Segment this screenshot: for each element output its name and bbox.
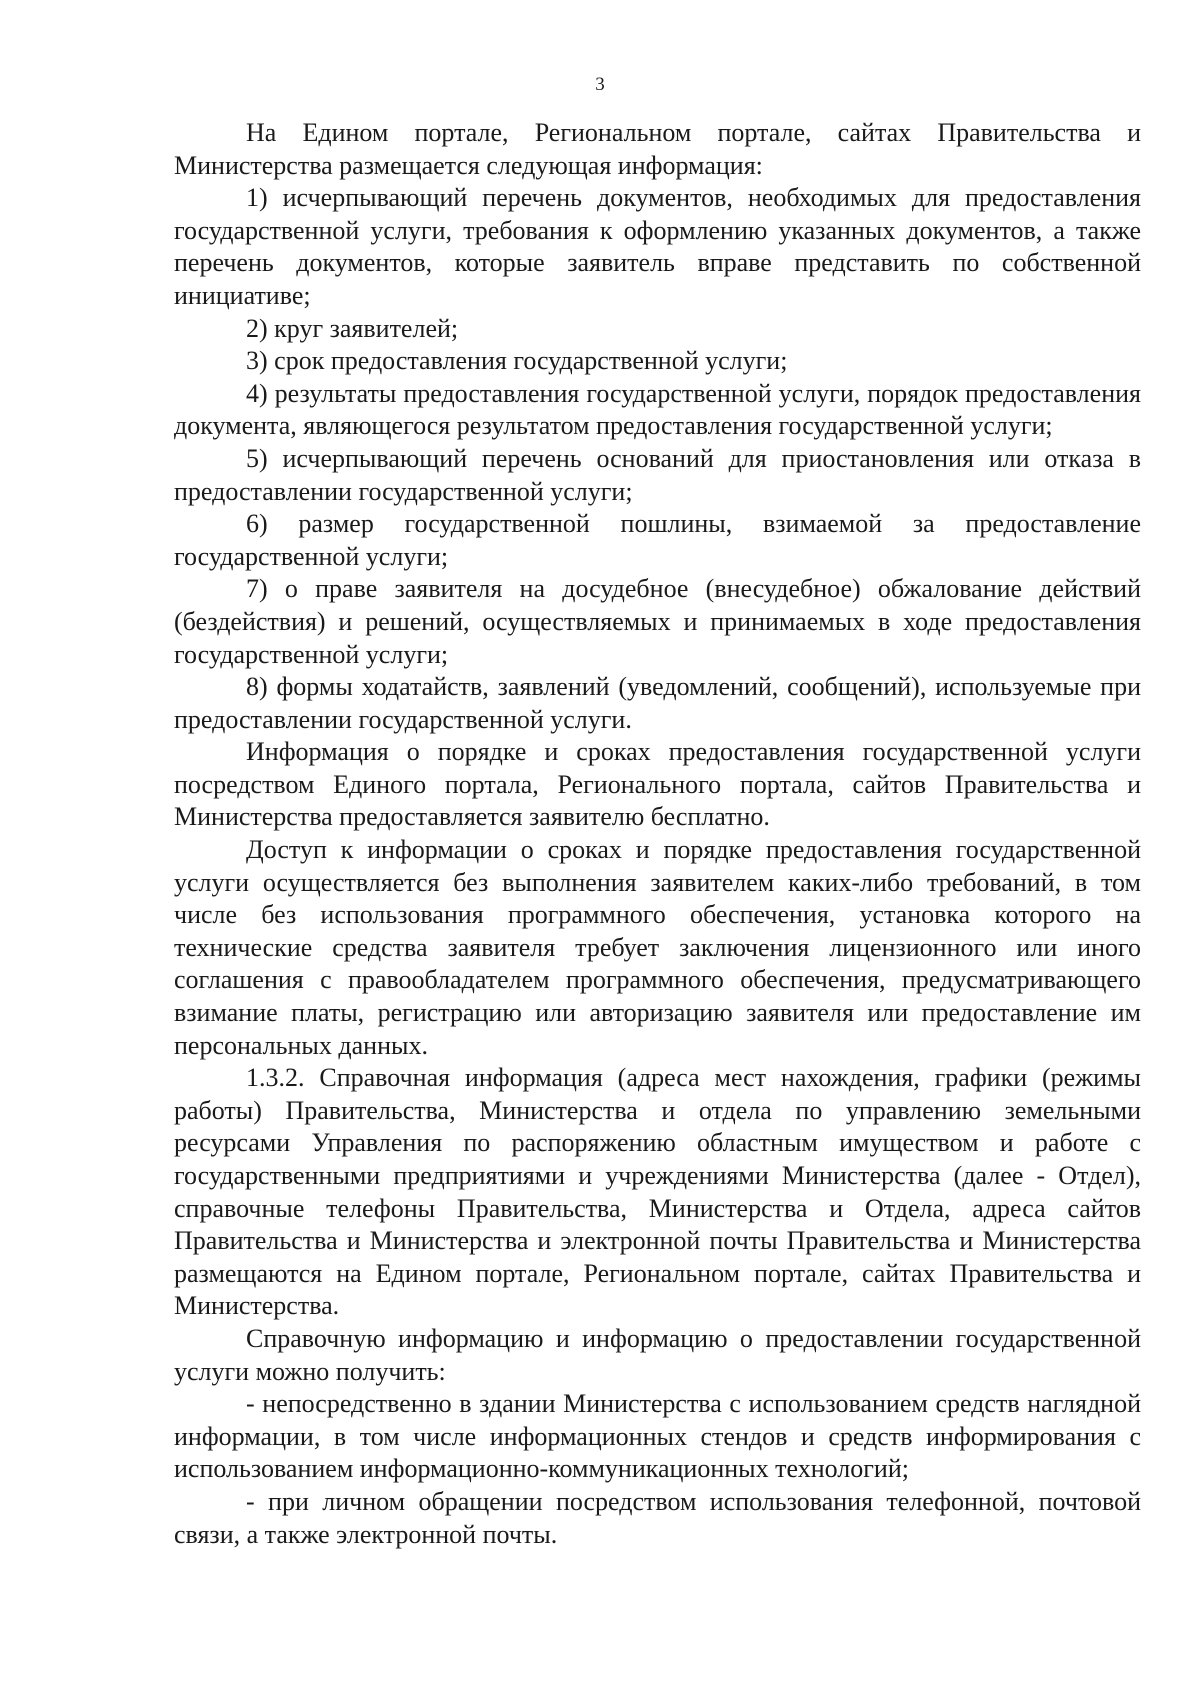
list-item-8: 8) формы ходатайств, заявлений (уведомлений, сообщений), используемые при предоставлении государственной услуги.: [174, 672, 1141, 734]
paragraph-intro: На Едином портале, Региональном портале, сайтах Правительства и Министерства размещается следующая информация:: [174, 118, 1141, 180]
document-body: [174, 117, 1141, 1551]
list-item-4: 4) результаты предоставления государственной услуги, порядок предоставления документа, являющегося результатом предоставления государственной услуги;: [174, 378, 1141, 441]
list-item-6: 6) размер государственной пошлины, взимаемой за предоставление государственной услуги;: [174, 509, 1141, 571]
list-item-2: 2) круг заявителей;: [246, 313, 459, 343]
list-item-5: 5) исчерпывающий перечень оснований для приостановления или отказа в предоставлении государственной услуги;: [174, 443, 1141, 506]
paragraph-section-1-3-2: 1.3.2. Справочная информация (адреса мест нахождения, графики (режимы работы) Правительства, Министерства и отдела по управлению земельными ресурсами Управления по распоряжению областным имуществом и работе с государственными предприятиями и учреждениями Министерства (далее - Отдел), справочные телефоны Правительства, Министерства и Отдела, адреса сайтов Правительства и Министерства и электронной почты Правительства и Министерства размещаются на Едином портале, Региональном портале, сайтах Правительства и Министерства.: [174, 1063, 1141, 1321]
dash-item-1: - непосредственно в здании Министерства с использованием средств наглядной информации, в том числе информационных стендов и средств информирования с использованием информационно-коммуникационных технологий;: [174, 1389, 1141, 1484]
page-number: 3: [595, 74, 605, 95]
paragraph-access: Доступ к информации о сроках и порядке предоставления государственной услуги осуществляется без выполнения заявителем каких-либо требований, в том числе без использования программного обеспечения, установка которого на технические средства заявителя требует заключения лицензионного или иного соглашения с правообладателем программного обеспечения, предусматривающего взимание платы, регистрацию или авторизацию заявителя или предоставление им персональных данных.: [174, 835, 1141, 1060]
paragraph-free-info: Информация о порядке и сроках предоставления государственной услуги посредством Единого портала, Регионального портала, сайтов Правительства и Министерства предоставляется заявителю бесплатно.: [174, 737, 1141, 832]
paragraph-how-to-get: Справочную информацию и информацию о предоставлении государственной услуги можно получить:: [174, 1323, 1141, 1386]
dash-item-2: - при личном обращении посредством использования телефонной, почтовой связи, а также электронной почты.: [174, 1486, 1141, 1549]
list-item-1: 1) исчерпывающий перечень документов, необходимых для предоставления государственной услуги, требования к оформлению указанных документов, а также перечень документов, которые заявитель вправе представить по собственной инициативе;: [174, 183, 1141, 310]
list-item-7: 7) о праве заявителя на досудебное (внесудебное) обжалование действий (бездействия) и решений, осуществляемых и принимаемых в ходе предоставления государственной услуги;: [174, 574, 1141, 669]
list-item-3: 3) срок предоставления государственной услуги;: [246, 346, 788, 376]
